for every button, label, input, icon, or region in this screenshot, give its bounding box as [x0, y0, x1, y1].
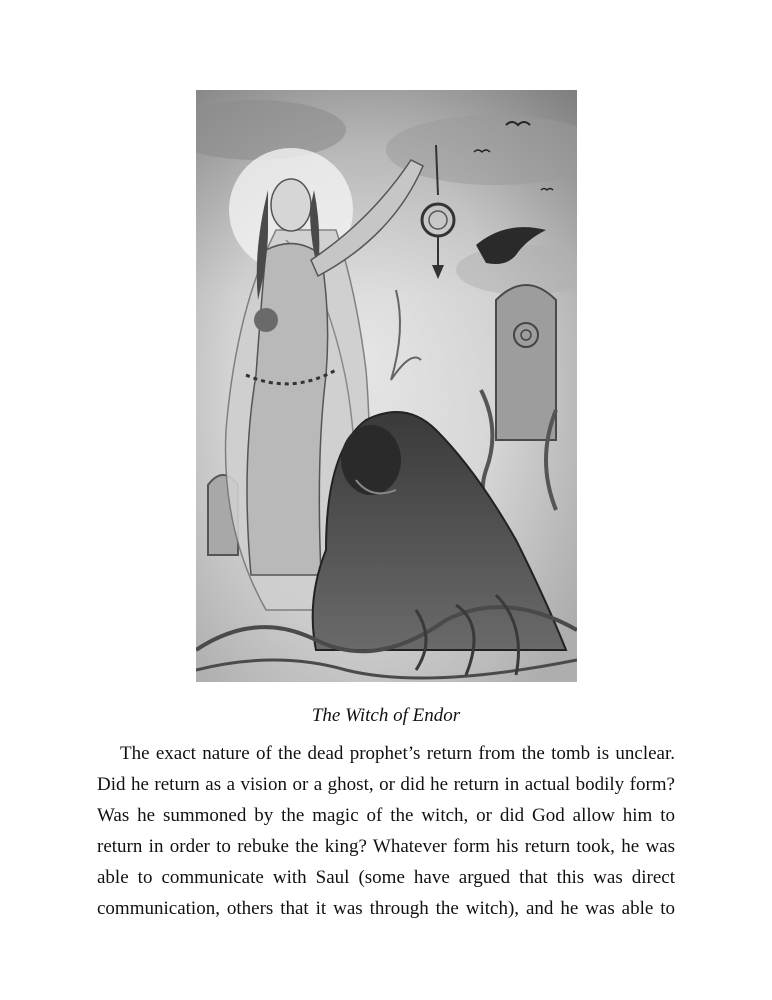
- witch-of-endor-illustration: [196, 90, 577, 682]
- body-paragraph: [97, 738, 675, 924]
- text-line: return in order to rebuke the king? Whatever form his return took, he was: [97, 836, 675, 857]
- text-line: The exact nature of the dead prophet’s return from the tomb is unclear.: [120, 743, 675, 764]
- illustration-drawing: [196, 90, 577, 682]
- figure-caption: The Witch of Endor: [311, 705, 461, 726]
- text-line: Did he return as a vision or a ghost, or did he return in actual bodily form?: [97, 774, 675, 795]
- text-line: Was he summoned by the magic of the witch, or did God allow him to: [97, 805, 675, 826]
- text-line: able to communicate with Saul (some have argued that this was direct: [97, 867, 675, 888]
- text-line: communication, others that it was through the witch), and he was able to: [97, 898, 675, 919]
